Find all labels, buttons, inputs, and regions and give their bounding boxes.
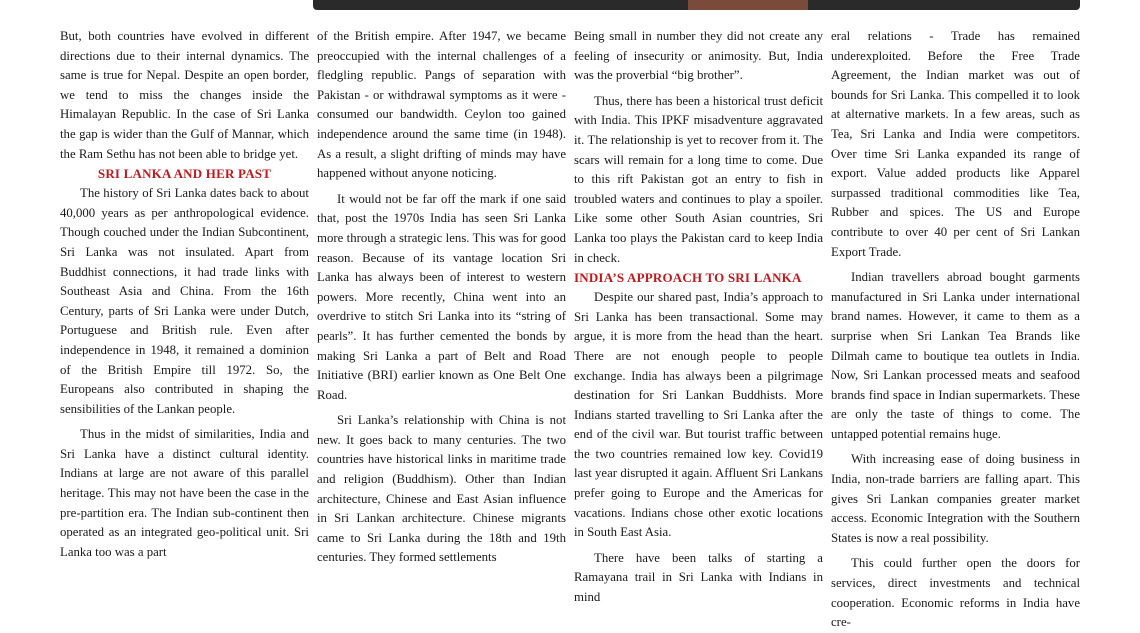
text-column-4 [831,27,1080,630]
paragraph: It would not be far off the mark if one said that, post the 1970s India has seen Sri Lanka more through a strategic lens. This was for good reason. Because of its vantage location Sri Lanka has always been of interest to western powers. More recently, China went into an overdrive to stitch Sri Lanka into its “string of pearls”. It has further cemented the bonds by making Sri Lanka a part of Belt and Road Initiative (BRI) earlier known as One Belt One Road. [317,191,566,402]
header-photo-strip [313,0,1080,10]
section-heading: SRI LANKA AND HER PAST [97,166,272,182]
paragraph: Sri Lanka’s relationship with China is not new. It goes back to many centuries. The two countries have historical links in maritime trade and religion (Buddhism). Other than Indian architecture, Chinese and East Asian influence in Sri Lankan architecture. Chinese migrants came to Sri Lanka during the 18th and 19th centuries. They formed settlements [317,413,566,565]
text-column-2 [317,27,566,587]
text-column-3 [574,27,823,605]
article-body [60,27,1080,630]
section-heading: INDIA’S APPROACH TO SRI LANKA [574,270,802,286]
paragraph: But, both countries have evolved in different directions due to their internal dynamics. The same is true for Nepal. Despite an open border, we tend to miss the changes inside the Himalayan Republic. In the case of Sri Lanka the gap is wider than the Gulf of Mannar, which the Ram Sethu has not been able to bridge yet. [60,29,309,161]
paragraph: Thus in the midst of similarities, India and Sri Lanka have a distinct cultural identity. Indians at large are not aware of this parallel heritage. This may not have been the case in the pre-partition era. The Indian sub-continent then operated as an integrated geo-political unit. Sri Lanka too was a part [60,427,309,559]
paragraph: Indian travellers abroad bought garments manufactured in Sri Lanka under international brand names. However, it came to them as a surprise when Sri Lankan Tea Brands like Dilmah came to boutique tea outlets in India. Now, Sri Lankan processed meats and seafood brands find space in Indian supermarkets. These are only the taste of things to come. The untapped potential remains huge. [831,270,1080,441]
paragraph: There have been talks of starting a Ramayana trail in Sri Lanka with Indians in mind [574,550,823,605]
paragraph: Thus, there has been a historical trust deficit with India. This IPKF misadventure aggravated it. The relationship is yet to recover from it. The scars will remain for a long time to come. Due to this rift Pakistan got an entry to fish in troubled waters and continues to play a spoiler. Like some other South Asian countries, Sri Lanka too plays the Pakistan card to keep India in check. [574,93,823,265]
paragraph: With increasing ease of doing business in India, non-trade barriers are falling apart. This gives Sri Lankan companies greater market access. Economic Integration with the Southern States is now a real possibility. [831,452,1080,545]
paragraph: This could further open the doors for services, direct investments and technical cooperation. Economic reforms in India have cre- [831,556,1080,630]
paragraph: Being small in number they did not create any feeling of insecurity or animosity. But, India was the proverbial “big brother”. [574,29,823,83]
paragraph: Despite our shared past, India’s approach to Sri Lanka has been transactional. Some may argue, it is more from the head than the heart. There are not enough people to people exchange. India has always been a pilgrimage destination for Sri Lankan Buddhists. More Indians started travelling to Sri Lanka after the end of the civil war. But tourist traffic between the two countries remained low key. Covid19 last year disrupted it again. Affluent Sri Lankans prefer going to Europe and the Americas for vacations. Indians chose other exotic locations in South East Asia. [574,290,823,540]
photo-tint [688,0,808,10]
text-column-1 [60,27,309,587]
paragraph: The history of Sri Lanka dates back to about 40,000 years as per anthropological evidence. Though couched under the Indian Subcontinent, Sri Lanka was not insulated. Apart from Buddhist connections, it had trade links with Southeast Asia and China. From the 16th Century, parts of Sri Lanka were under Dutch, Portuguese and British rule. Even after independence in 1948, it remained a dominion of the British Empire till 1972. So, the Europeans also contributed in shaping the sensibilities of the Lankan people. [60,186,309,416]
paragraph: of the British empire. After 1947, we became preoccupied with the internal challenges of a fledgling republic. Pangs of separation with Pakistan - or withdrawal symptoms as it were - consumed our bandwidth. Ceylon too gained independence around the same time (in 1948). As a result, a slight drifting of minds may have happened without anyone noticing. [317,29,566,181]
paragraph: eral relations - Trade has remained underexploited. Before the Free Trade Agreement, the Indian market was out of bounds for Sri Lanka. This compelled it to look at alternative markets. In a few areas, such as Tea, Sri Lanka and India were competitors. Over time Sri Lanka expanded its range of export. Value added products like Apparel surpassed traditional commodities like Tea, Rubber and spices. The US and Europe contribute to over 40 per cent of Sri Lankan Export Trade. [831,29,1080,259]
